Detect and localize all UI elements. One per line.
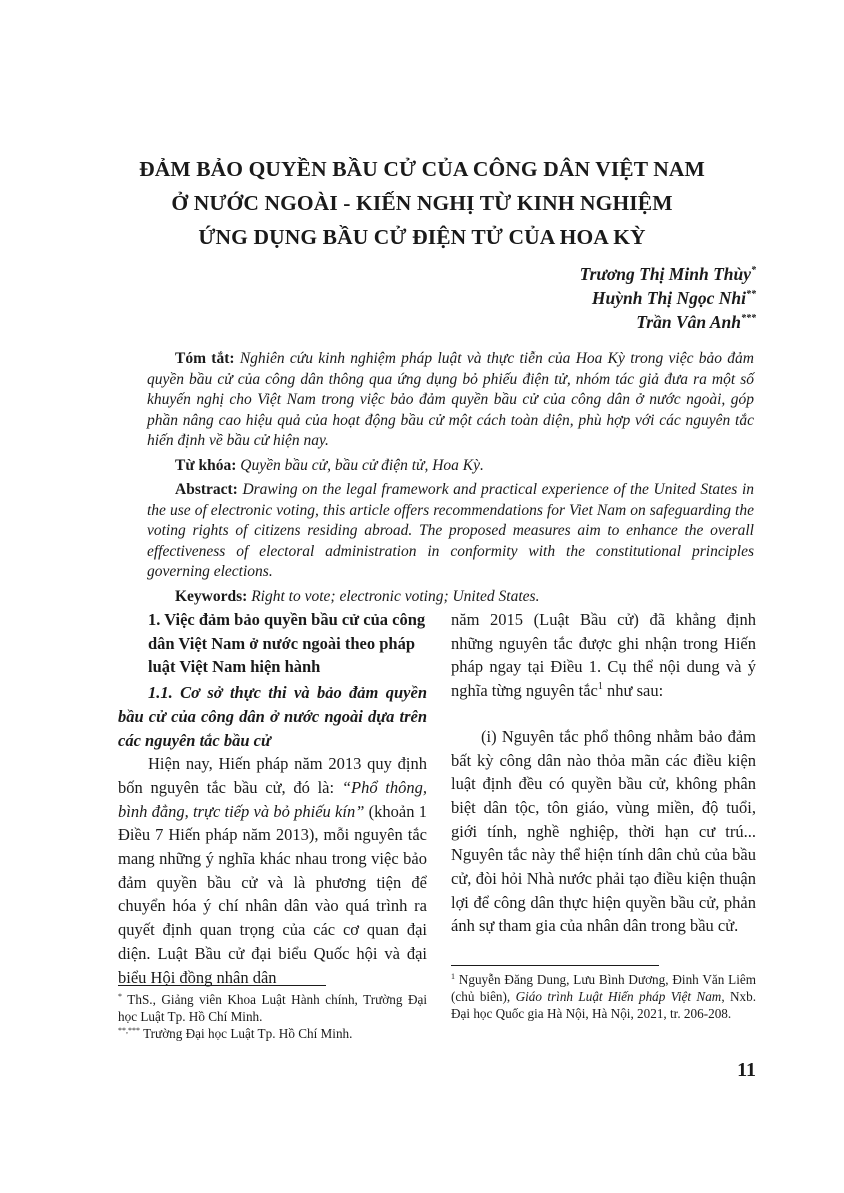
footnote-divider-left	[118, 985, 326, 986]
abstract-label: Abstract:	[175, 481, 238, 498]
subsection-heading: 1.1. Cơ sở thực thi và bảo đảm quyền bầu cử của công dân ở nước ngoài dựa trên các nguyên tắc bầu cử	[118, 683, 427, 750]
footnote-author-2-3: **,*** Trường Đại học Luật Tp. Hồ Chí Minh.	[118, 1026, 353, 1041]
footnote-author-1: * ThS., Giảng viên Khoa Luật Hành chính, Trường Đại học Luật Tp. Hồ Chí Minh.	[118, 992, 427, 1024]
constitution-quote: “Phổ thông, bình đẳng, trực tiếp và bỏ phiếu kín”	[118, 777, 427, 821]
abstract-paragraph	[147, 480, 754, 583]
footnote-divider-right	[451, 965, 659, 966]
author-3: Trần Vân Anh***	[636, 312, 756, 332]
keywords-paragraph	[147, 587, 754, 608]
left-column	[118, 608, 427, 989]
author-3-mark: ***	[741, 313, 756, 324]
body-paragraph-3: (i) Nguyên tắc phổ thông nhằm bảo đảm bất kỳ công dân nào thỏa mãn các điều kiện luật định đều có quyền bầu cử, không phân biệt dân tộc, tôn giáo, vùng miền, độ tuổi, giới tính, nghề nghiệp, thời hạn cư trú... Nguyên tắc này thể hiện tính dân chủ của bầu cử, đòi hỏi Nhà nước phải tạo điều kiện thuận lợi để công dân thực hiện quyền bầu cử, phản ánh sự tham gia của nhân dân trong bầu cử.	[451, 726, 756, 936]
author-2-mark: **	[746, 289, 756, 300]
footnotes-right	[451, 971, 756, 1022]
page-number: 11	[737, 1059, 756, 1081]
title-line-1: ĐẢM BẢO QUYỀN BẦU CỬ CỦA CÔNG DÂN VIỆT NAM	[139, 157, 705, 181]
footnote-1: $^1$ Nguyễn Đăng Dung, Lưu Bình Dương, Đinh Văn Liêm (chủ biên), Giáo trình Luật Hiến pháp Việt Nam, Nxb. Đại học Quốc gia Hà Nội, Hà Nội, 2021, tr. 206-208.	[451, 972, 757, 1021]
body-paragraph-2: năm 2015 (Luật Bầu cử) đã khẳng định những nguyên tắc được ghi nhận trong Hiến pháp ngay tại Điều 1. Cụ thể nội dung và ý nghĩa từng nguyên tắc$^1$ như sau:	[451, 610, 756, 701]
keywords-label: Keywords:	[175, 587, 248, 605]
footnote-ref-1[interactable]: 1	[597, 681, 603, 693]
author-1: Trương Thị Minh Thùy*	[579, 264, 756, 284]
summary-block	[147, 349, 754, 607]
tukhoa-text: Quyền bầu cử, bầu cử điện tử, Hoa Kỳ.	[240, 456, 484, 474]
tomtat-text: Nghiên cứu kinh nghiệm pháp luật và thực tiễn của Hoa Kỳ trong việc bảo đảm quyền bầu cử của công dân thông qua ứng dụng bỏ phiếu điện tử, nhóm tác giả đưa ra một số khuyến nghị cho Việt Nam trong việc bảo đảm quyền bầu cử của công dân ở nước ngoài, góp phần nâng cao hiệu quả của hoạt động bầu cử một cách toàn diện, phù hợp với các nguyên tắc hiến định về bầu cử hiện nay.	[147, 350, 754, 449]
body-paragraph-1: Hiện nay, Hiến pháp năm 2013 quy định bốn nguyên tắc bầu cử, đó là: “Phổ thông, bình đẳng, trực tiếp và bỏ phiếu kín” (khoản 1 Điều 7 Hiến pháp năm 2013), mỗi nguyên tắc mang những ý nghĩa khác nhau trong việc bảo đảm quyền bầu cử và là phương tiện để chuyển hóa ý chí nhân dân vào quá trình ra quyết định quan trọng của các cơ quan đại diện. Luật Bầu cử đại biểu Quốc hội và đại biểu Hội đồng nhân dân	[118, 754, 427, 987]
article-title	[100, 152, 744, 254]
title-line-3: ỨNG DỤNG BẦU CỬ ĐIỆN TỬ CỦA HOA KỲ	[198, 225, 646, 249]
tukhoa-label: Từ khóa:	[175, 456, 237, 474]
tukhoa-paragraph	[147, 456, 754, 477]
author-list	[580, 262, 756, 334]
keywords-text: Right to vote; electronic voting; United States.	[251, 587, 540, 605]
author-1-mark: *	[751, 265, 756, 276]
author-2: Huỳnh Thị Ngọc Nhi**	[591, 288, 756, 308]
footnotes-left	[118, 991, 427, 1042]
tomtat-label: Tóm tắt:	[175, 350, 235, 367]
tomtat-paragraph	[147, 349, 754, 452]
title-line-2: Ở NƯỚC NGOÀI - KIẾN NGHỊ TỪ KINH NGHIỆM	[171, 191, 673, 215]
section-heading: 1. Việc đảm bảo quyền bầu cử của công dân Việt Nam ở nước ngoài theo pháp luật Việt Nam hiện hành	[148, 610, 426, 677]
abstract-text: Drawing on the legal framework and practical experience of the United States in the use of electronic voting, this article offers recommendations for Viet Nam on safeguarding the voting rights of citizens residing abroad. The proposed measures aim to enhance the overall effectiveness of electoral administration in conformity with the constitutional principles governing elections.	[147, 481, 755, 580]
right-column	[451, 608, 756, 938]
